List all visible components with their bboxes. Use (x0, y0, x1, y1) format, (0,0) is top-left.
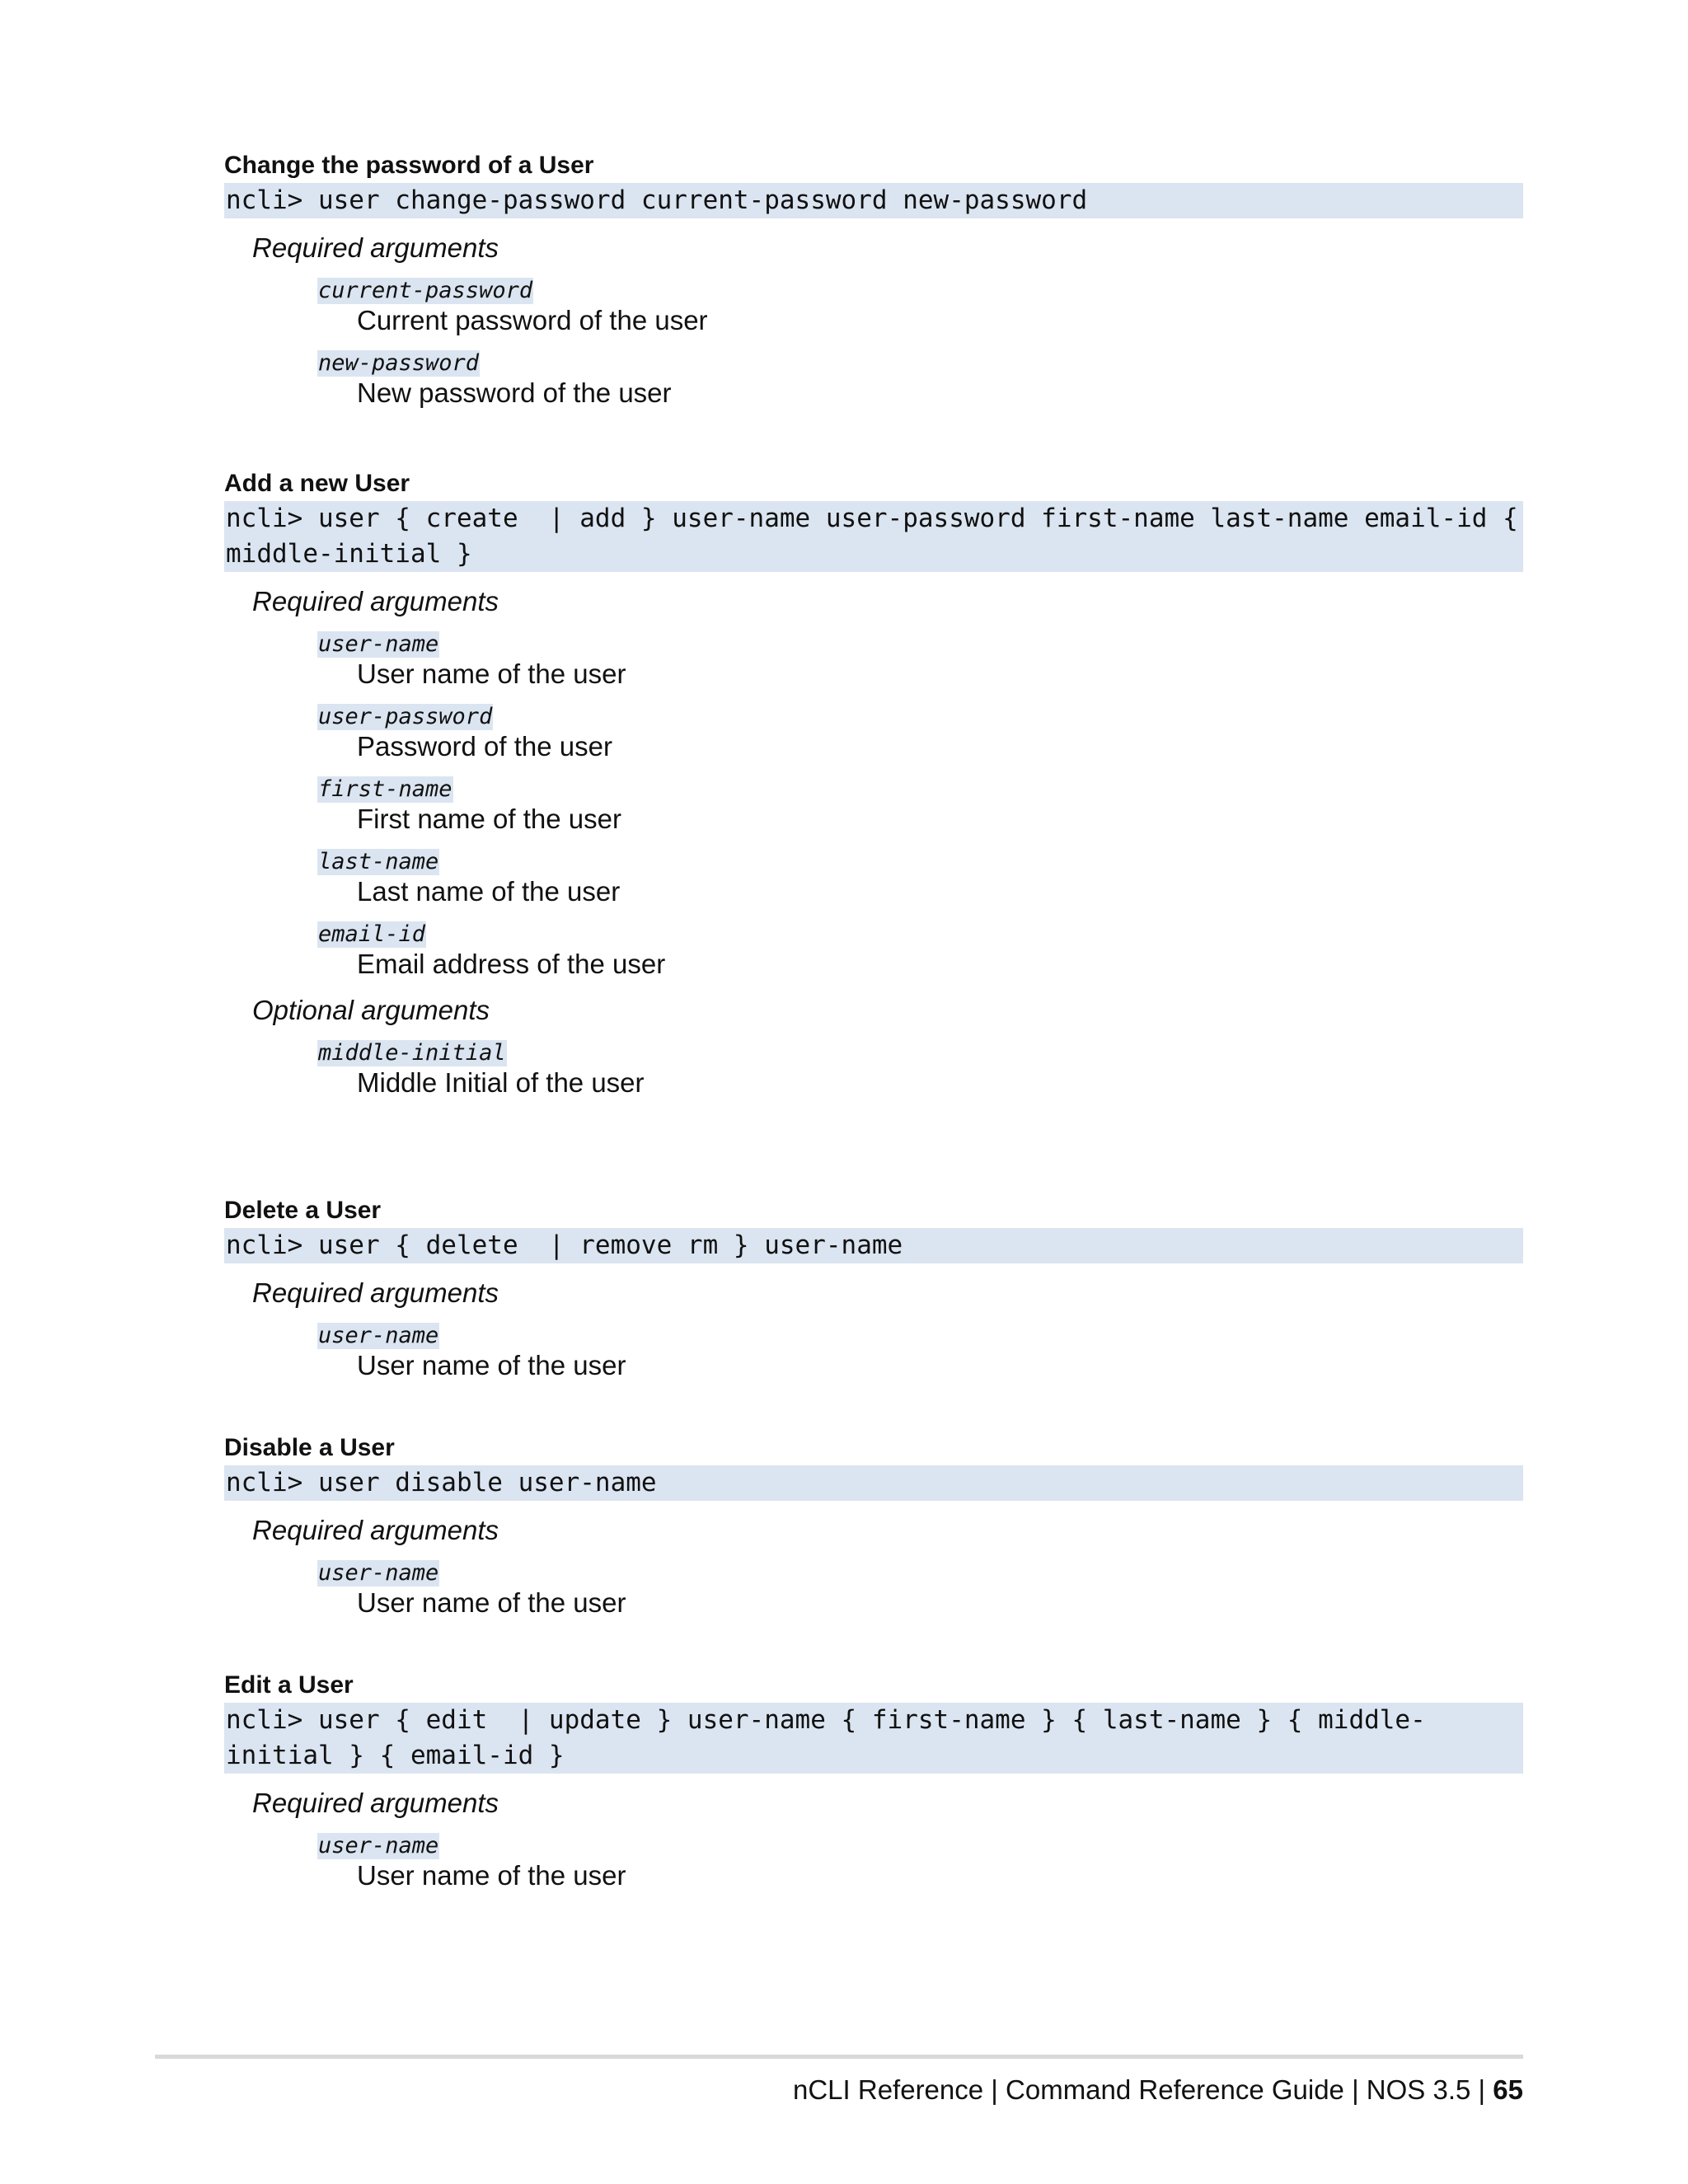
command-section (224, 1195, 1523, 1382)
command-section (224, 1670, 1523, 1892)
argument-name: new-password (318, 350, 480, 376)
command-syntax: ncli> user disable user-name (224, 1465, 1523, 1501)
footer-text: nCLI Reference | Command Reference Guide | NOS 3.5 | (792, 2074, 1493, 2105)
footer-divider (155, 2055, 1523, 2059)
command-syntax: ncli> user { edit | update } user-name { first-name } { last-name } { middle-initial } { email-id } (224, 1703, 1523, 1774)
argument-description: User name of the user (357, 658, 626, 689)
argument-name: current-password (318, 278, 533, 303)
argument-item (317, 631, 1523, 691)
argument-item (317, 1040, 1523, 1099)
argument-description: Email address of the user (357, 949, 666, 979)
argument-description: Current password of the user (357, 305, 708, 335)
argument-group-title: Required arguments (252, 1788, 499, 1818)
argument-description: User name of the user (357, 1587, 626, 1618)
argument-name: user-name (318, 1323, 439, 1348)
section-title: Disable a User (224, 1434, 395, 1461)
command-syntax: ncli> user { delete | remove rm } user-name (224, 1228, 1523, 1263)
section-title: Change the password of a User (224, 152, 594, 179)
argument-name: email-id (318, 921, 426, 947)
section-title: Add a new User (224, 470, 410, 497)
argument-name: middle-initial (318, 1040, 506, 1066)
argument-name: user-name (318, 1833, 439, 1858)
section-title: Delete a User (224, 1197, 382, 1224)
argument-description: Last name of the user (357, 876, 621, 907)
argument-description: User name of the user (357, 1350, 626, 1380)
argument-group-title: Required arguments (252, 1515, 499, 1545)
command-syntax: ncli> user { create | add } user-name user-password first-name last-name email-id { middle-initial } (224, 501, 1523, 572)
argument-name: last-name (318, 849, 439, 874)
argument-item (317, 1323, 1523, 1382)
argument-item (317, 350, 1523, 410)
argument-item (317, 849, 1523, 908)
argument-item (317, 1833, 1523, 1892)
argument-description: Middle Initial of the user (357, 1067, 645, 1098)
command-section (224, 468, 1534, 1099)
argument-group-title: Required arguments (252, 232, 499, 263)
argument-group-title: Required arguments (252, 1277, 499, 1308)
argument-name: user-name (318, 631, 439, 657)
page-number: 65 (1493, 2074, 1523, 2105)
command-syntax: ncli> user change-password current-password new-password (224, 183, 1523, 218)
argument-item (317, 1560, 1523, 1619)
command-section (224, 150, 1523, 410)
argument-description: Password of the user (357, 731, 612, 762)
argument-group-title: Required arguments (252, 586, 499, 616)
argument-description: New password of the user (357, 377, 672, 408)
argument-name: user-password (318, 704, 493, 729)
argument-item (317, 776, 1523, 836)
argument-item (317, 704, 1523, 763)
command-section (224, 1432, 1523, 1619)
section-title: Edit a User (224, 1671, 354, 1699)
argument-item (317, 921, 1523, 981)
argument-name: first-name (318, 776, 452, 802)
argument-group-title: Optional arguments (252, 995, 490, 1025)
argument-description: First name of the user (357, 804, 621, 834)
page-footer (793, 2072, 1523, 2108)
argument-description: User name of the user (357, 1860, 626, 1891)
argument-name: user-name (318, 1560, 439, 1586)
argument-item (317, 278, 1523, 337)
